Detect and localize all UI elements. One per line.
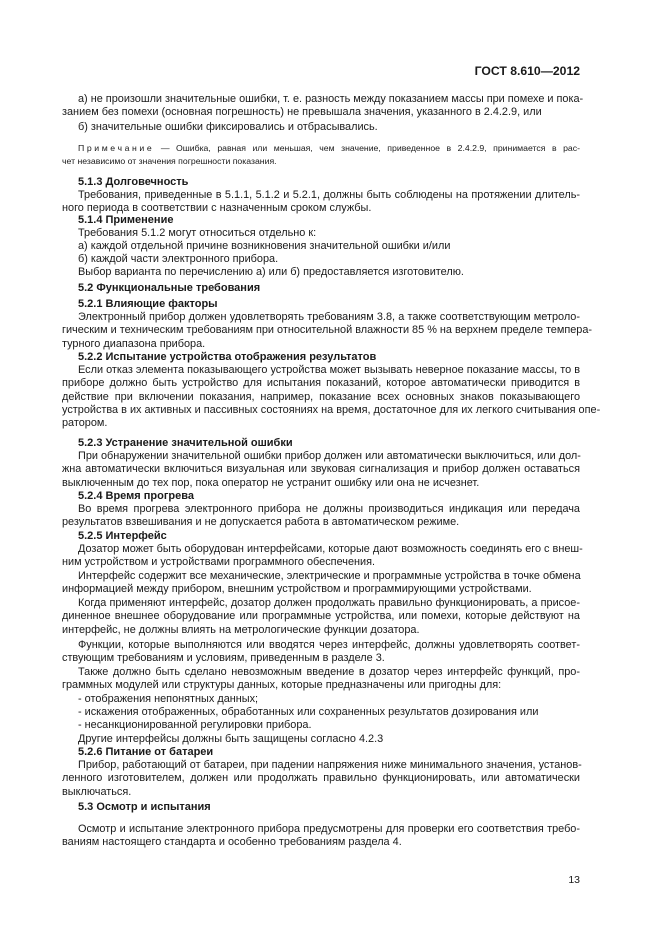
paragraph [62,666,580,693]
text-line: - искажения отображенных, обработанных или сохраненных результатов дозирования или [78,706,539,718]
text-line: Во время прогрева электронного прибора не должны производиться индикация или передача [78,503,580,515]
paragraph [62,121,580,134]
paragraph [62,570,580,597]
text-line: 5.2.2 Испытание устройства отображения результатов [78,351,377,363]
text-line: ленного изготовителем, должен или продолжать правильно функционировать, или автоматически [62,772,580,785]
section-heading [62,801,580,814]
paragraph [62,266,580,279]
text-line: 5.2.1 Влияющие факторы [78,298,218,310]
paragraph [62,543,583,570]
text-line: Прибор, работающий от батареи, при падении напряжения ниже минимального значения, установ- [78,759,582,771]
text-line: турного диапазона прибора. [62,337,206,350]
page-number [62,874,580,887]
text-line: Дозатор может быть оборудован интерфейсами, которые дают возможность соединять его с внеш- [78,543,583,555]
paragraph [62,719,580,732]
paragraph [62,311,593,351]
text-line: Также должно быть сделано невозможным введение в дозатор через интерфейс функций, про- [78,666,580,678]
text-line: выключенным до тех пор, пока оператор не устранит ошибку или она не исчезнет. [62,476,480,489]
text-line: граммных модулей или структуры данных, которые предназначены или пригодны для: [62,679,502,692]
section-heading [62,437,580,450]
paragraph [62,503,580,530]
section-heading [62,176,580,189]
text-line: Выбор варианта по перечислению а) или б) предоставляется изготовителю. [78,266,464,278]
text-line: Функции, которые выполняются или вводятся через интерфейс, должны удовлетворять соответ- [78,639,580,651]
section-heading [62,530,580,543]
paragraph [62,597,580,637]
document-header [62,65,580,78]
text-line: Если отказ элемента показывающего устройства может вызывать неверное показание массы, то в [78,364,580,376]
paragraph [62,93,584,120]
paragraph [62,227,580,240]
text-line: 5.2.3 Устранение значительной ошибки [78,437,293,449]
paragraph [62,759,580,799]
text-line: 5.2.4 Время прогрева [78,490,195,502]
text-line: жна автоматически включиться визуальная или звуковая сигнализация и прибор должен оставаться [62,463,580,476]
text-line: Осмотр и испытание электронного прибора предусмотрены для проверки его соответствия требо- [78,823,580,835]
text-line: ствующим требованиям и условиям, приведенным в разделе 3. [62,652,385,665]
text-line: гическим и техническим требованиям при относительной влажности 85 % на верхнем пределе темпера- [62,324,593,337]
text-line: выключаться. [62,785,132,798]
note-text: — Ошибка, равная или меньшая, чем значение, приведенное в 2.4.2.9, принимается в рас- [160,143,580,153]
text-line: 13 [568,874,580,886]
text-line: б) каждой части электронного прибора. [78,253,279,265]
text-line: действие при включении показания, например, показание всех основных знаков показывающего [62,390,580,403]
text-line: 5.2.5 Интерфейс [78,530,167,542]
text-line: чет независимо от значения погрешности показания. [62,156,277,167]
section-heading [62,490,580,503]
text-line: - отображения непонятных данных; [78,693,259,705]
text-line: ним устройством и устройствами программного обеспечения. [62,556,376,569]
text-line: приборе должно быть устройство для испытания показаний, которое автоматически приводится в [62,377,580,390]
text-line: 5.3 Осмотр и испытания [78,801,211,813]
text-line: - несанкционированной регулировки прибора. [78,719,312,731]
paragraph [62,450,580,490]
note [62,142,580,169]
paragraph [62,733,580,746]
text-line: результатов взвешивания и не допускается работа в автоматическом режиме. [62,516,460,529]
text-line: информацией между прибором, внешним устройством и программирующими устройствами. [62,583,532,596]
section-heading [62,282,580,295]
text-line: устройства в их активных и пассивных состояниях на время, достаточное для их легкого считывания опе- [62,404,601,417]
text-line: ваниям настоящего стандарта и особенно требованиям раздела 4. [62,836,402,849]
text-line: Электронный прибор должен удовлетворять требованиям 3.8, а также соответствующим метроло- [78,311,580,323]
section-heading [62,746,580,759]
text-line: занием без помехи (основная погрешность) не превышала значения, указанного в 2.4.2.9, или [62,106,542,119]
note-label: Примечание [78,143,155,153]
text-line: При обнаружении значительной ошибки прибор должен или автоматически выключиться, или дол- [78,450,581,462]
paragraph [62,253,580,266]
paragraph [62,706,580,719]
paragraph [62,189,580,216]
text-line: б) значительные ошибки фиксировались и отбрасывались. [78,121,378,133]
paragraph [62,823,580,850]
text-line: ного периода в соответствии с назначенным сроком службы. [62,202,372,215]
text-line: а) не произошли значительные ошибки, т. е. разность между показанием массы при помехе и пока- [78,93,584,105]
text-line: Требования 5.1.2 могут относиться отдельно к: [78,227,317,239]
paragraph [62,240,580,253]
text-line: диненное внешнее оборудование или программные устройства, или помехи, которые действуют на [62,610,580,623]
text-line: 5.1.3 Долговечность [78,176,189,188]
text-line: ратором. [62,417,108,430]
text-line: 5.2.6 Питание от батареи [78,746,214,758]
text-line: Когда применяют интерфейс, дозатор должен продолжать правильно функционировать, а присое- [78,597,580,609]
text-line: Другие интерфейсы должны быть защищены согласно 4.2.3 [78,733,384,745]
section-heading [62,214,580,227]
paragraph [62,639,580,666]
text-line: Интерфейс содержит все механические, электрические и программные устройства в точке обмена [78,570,581,582]
section-heading [62,351,580,364]
text-line: 5.2 Функциональные требования [78,282,261,294]
paragraph [62,364,601,431]
text-line: ГОСТ 8.610—2012 [474,64,580,78]
text-line: а) каждой отдельной причине возникновения значительной ошибки и/или [78,240,451,252]
section-heading [62,298,580,311]
text-line: 5.1.4 Применение [78,214,174,226]
text-line [62,142,580,155]
paragraph [62,693,580,706]
text-line: Требования, приведенные в 5.1.1, 5.1.2 и 5.2.1, должны быть соблюдены на протяжении длитель- [78,189,580,201]
text-line: интерфейс, не должны влиять на метрологические функции дозатора. [62,623,420,636]
